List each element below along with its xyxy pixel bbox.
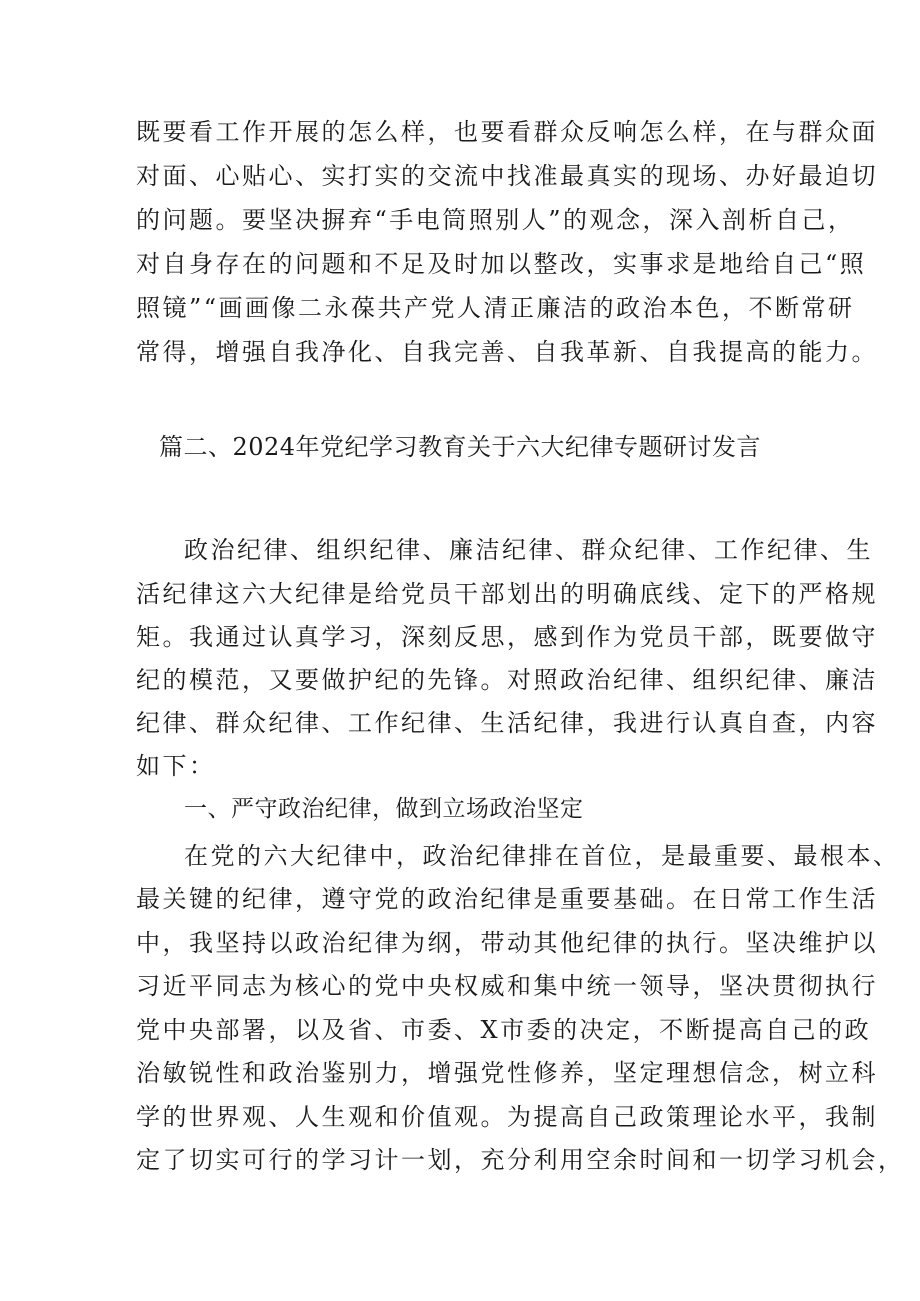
paragraph-line: 党中央部署，以及省、市委、X市委的决定，不断提高自己的政: [136, 1016, 872, 1044]
paragraph-line: 纪的模范，又要做护纪的先锋。对照政治纪律、组织纪律、廉洁: [136, 666, 878, 694]
paragraph-line: 治敏锐性和政治鉴别力，增强党性修养，坚定理想信念，树立科: [136, 1059, 878, 1087]
intro-line: 的问题。要坚决摒弃“手电筒照别人”的观念，深入剖析自己，: [136, 206, 855, 234]
paragraph-line: 中，我坚持以政治纪律为纲，带动其他纪律的执行。坚决维护以: [136, 929, 878, 957]
section-title: 篇二、2024年党纪学习教育关于六大纪律专题研讨发言: [158, 433, 762, 461]
intro-line: 照镜”“画画像二永葆共产党人清正廉洁的政治本色，不断常研: [136, 294, 855, 322]
paragraph-line: 定了切实可行的学习计一划，充分利用空余时间和一切学习机会，: [136, 1146, 905, 1174]
paragraph-line: 矩。我通过认真学习，深刻反思，感到作为党员干部，既要做守: [136, 623, 878, 651]
paragraph-line: 活纪律这六大纪律是给党员干部划出的明确底线、定下的严格规: [136, 580, 878, 608]
paragraph-line: 习近平同志为核心的党中央权威和集中统一领导，坚决贯彻执行: [136, 972, 878, 1000]
paragraph-line: 最关键的纪律，遵守党的政治纪律是重要基础。在日常工作生活: [136, 885, 878, 913]
intro-line: 常得，增强自我净化、自我完善、自我革新、自我提高的能力。: [136, 338, 878, 366]
intro-line: 对自身存在的问题和不足及时加以整改，实事求是地给自己“照: [136, 250, 867, 278]
intro-line: 既要看工作开展的怎么样，也要看群众反响怎么样，在与群众面: [136, 118, 878, 146]
paragraph-line: 在党的六大纪律中，政治纪律排在首位，是最重要、最根本、: [184, 842, 900, 870]
paragraph-line: 学的世界观、人生观和价值观。为提高自己政策理论水平，我制: [136, 1103, 878, 1131]
paragraph-line: 如下：: [136, 752, 216, 780]
intro-line: 对面、心贴心、实打实的交流中找准最真实的现场、办好最迫切: [136, 162, 878, 190]
subsection-heading: 一、严守政治纪律，做到立场政治坚定: [184, 796, 584, 822]
paragraph-line: 政治纪律、组织纪律、廉洁纪律、群众纪律、工作纪律、生: [184, 536, 873, 564]
paragraph-line: 纪律、群众纪律、工作纪律、生活纪律，我进行认真自查，内容: [136, 709, 878, 737]
